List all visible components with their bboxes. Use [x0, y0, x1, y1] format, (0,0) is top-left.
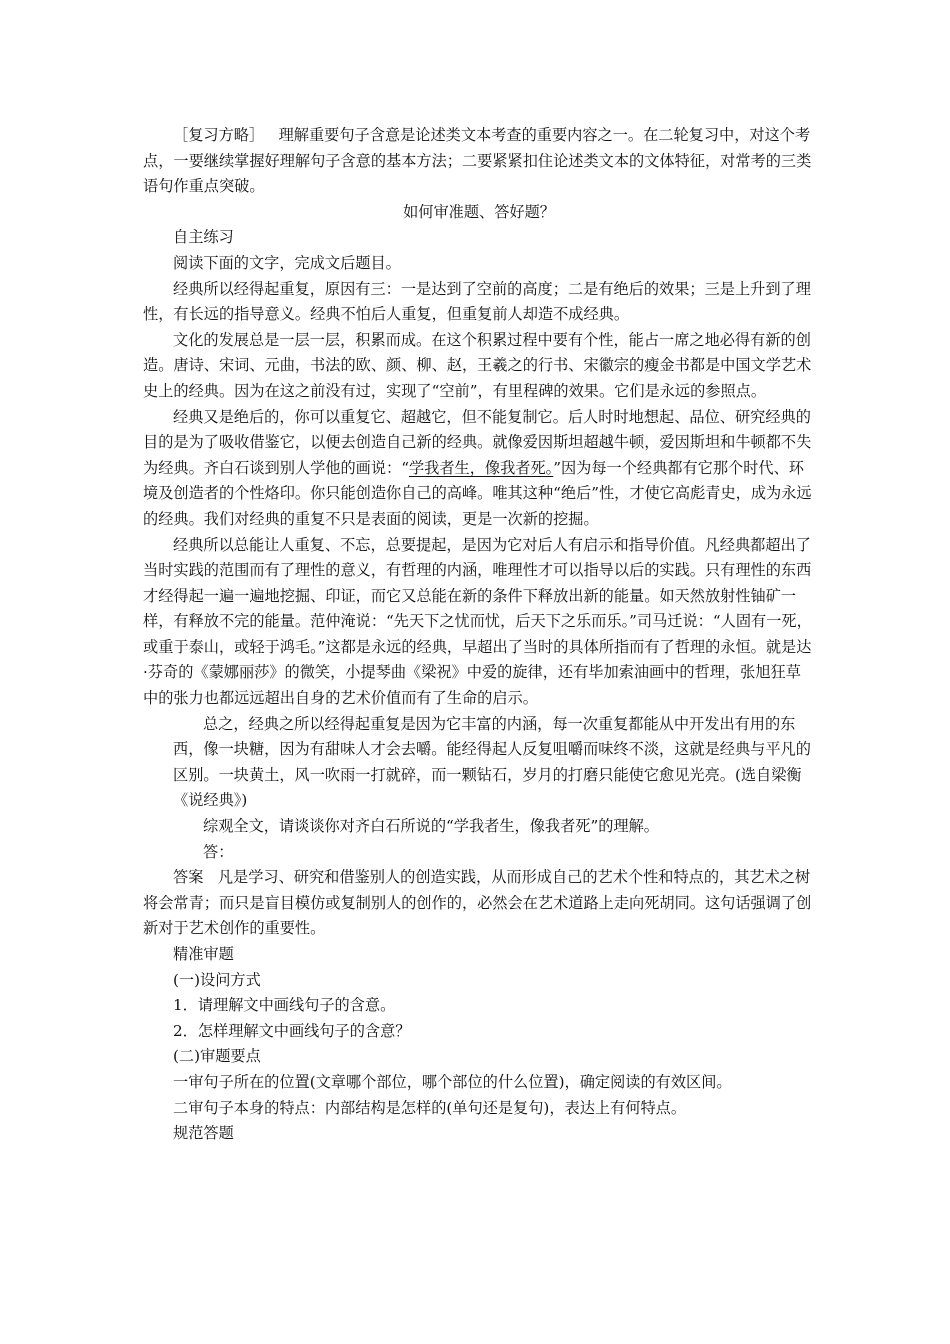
- review-strategy-text: 理解重要句子含意是论述类文本考查的重要内容之一。在二轮复习中，对这个考点，一要继续掌握好理解句子含意的基本方法；二要紧紧扣住论述类文本的文体特征，对常考的三类语句作重点突破。: [143, 126, 812, 196]
- document-body: [143, 123, 815, 1147]
- passage-paragraph-1: 经典所以经得起重复，原因有三：一是达到了空前的高度；二是有绝后的效果；三是上升到了理性，有长远的指导意义。经典不怕后人重复，但重复前人却造不成经典。: [143, 279, 811, 324]
- review-points-title: (二)审题要点: [173, 1047, 261, 1066]
- self-practice-heading: 自主练习: [173, 228, 234, 247]
- question-format-item: 1．请理解文中画线句子的含意。: [173, 996, 396, 1015]
- answer-text: 凡是学习、研究和借鉴别人的创造实践，从而形成自己的艺术个性和特点的，其艺术之树将会常青；而只是盲目模仿或复制别人的创作的，必然会在艺术道路上走向死胡同。这句话强调了创新对于艺术创作的重要性。: [143, 868, 812, 938]
- passage-p3-after: ”因为每一个经典都有它那个时代、环境及创造者的个性烙印。你只能创造你自己的高峰。唯其这种“绝后”性，才使它高彪青史，成为永远的经典。我们对经典的重复不只是表面的阅读，更是一次新的挖掘。: [143, 458, 812, 528]
- passage-paragraph-4: 经典所以总能让人重复、不忘，总要提起，是因为它对后人有启示和指导价值。凡经典都超出了当时实践的范围而有了理性的意义，有哲理的内涵，唯理性才可以指导以后的实践。只有理性的东西才经得起一遍一遍地挖掘、印证，而它又总能在新的条件下释放出新的能量。如天然放射性铀矿一样，有释放不完的能量。范仲淹说：“先天下之忧而忧，后天下之乐而乐。”司马迁说：“人固有一死，或重于泰山，或轻于鸿毛。”这都是永远的经典，早超出了当时的具体所指而有了哲理的永恒。就是达·芬奇的《蒙娜丽莎》的微笑，小提琴曲《梁祝》中爱的旋律，还有毕加索油画中的哲理，张旭狂草中的张力也都远远超出自身的艺术价值而有了生命的启示。: [143, 535, 812, 708]
- answer-label: 答案: [173, 868, 204, 887]
- underlined-sentence: 学我者生，像我者死。: [408, 458, 554, 477]
- passage-p3-before: 经典又是绝后的，你可以重复它、超越它，但不能复制它。后人时时地想起、品位、研究经典的目的是为了吸收借鉴它，以便去创造自己新的经典。就像爱因斯坦超越牛顿，爱因斯坦和牛顿都不失为经典。齐白石谈到别人学他的画说：“: [143, 407, 812, 477]
- review-point: 二审句子本身的特点：内部结构是怎样的(单句还是复句)，表达上有何特点。: [173, 1098, 687, 1117]
- question-text: 综观全文，请谈谈你对齐白石所说的“学我者生，像我者死”的理解。: [203, 817, 659, 836]
- section-title: 如何审准题、答好题？: [403, 202, 555, 221]
- passage-paragraph-3: [143, 405, 815, 533]
- passage-paragraph-2: 文化的发展总是一层一层，积累而成。在这个积累过程中要有个性，能占一席之地必得有新的创造。唐诗、宋词、元曲，书法的欧、颜、柳、赵，王羲之的行书、宋徽宗的瘦金书都是中国文学艺术史上的经典。因为在这之前没有过，实现了“空前”，有里程碑的效果。它们是永远的参照点。: [143, 330, 812, 400]
- answer-paragraph: [143, 865, 815, 942]
- review-point: 一审句子所在的位置(文章哪个部位，哪个部位的什么位置)，确定阅读的有效区间。: [173, 1072, 732, 1091]
- review-strategy-tag: ［复习方略］: [173, 126, 265, 144]
- reading-instruction: 阅读下面的文字，完成文后题目。: [173, 253, 401, 272]
- question-format-title: (一)设问方式: [173, 970, 261, 989]
- standard-answer-heading: 规范答题: [173, 1124, 234, 1143]
- question-format-item: 2．怎样理解文中画线句子的含意？: [173, 1021, 411, 1040]
- answer-prompt: 答：: [203, 842, 234, 861]
- review-strategy-paragraph: [143, 123, 815, 200]
- precise-review-heading: 精准审题: [173, 945, 234, 963]
- passage-paragraph-5: 总之，经典之所以经得起重复是因为它丰富的内涵，每一次重复都能从中开发出有用的东西，像一块糖，因为有甜味人才会去嚼。能经得起人反复咀嚼而味终不淡，这就是经典与平凡的区别。一块黄土，风一吹雨一打就碎，而一颗钻石，岁月的打磨只能使它愈见光亮。(选自梁衡《说经典》): [173, 714, 811, 810]
